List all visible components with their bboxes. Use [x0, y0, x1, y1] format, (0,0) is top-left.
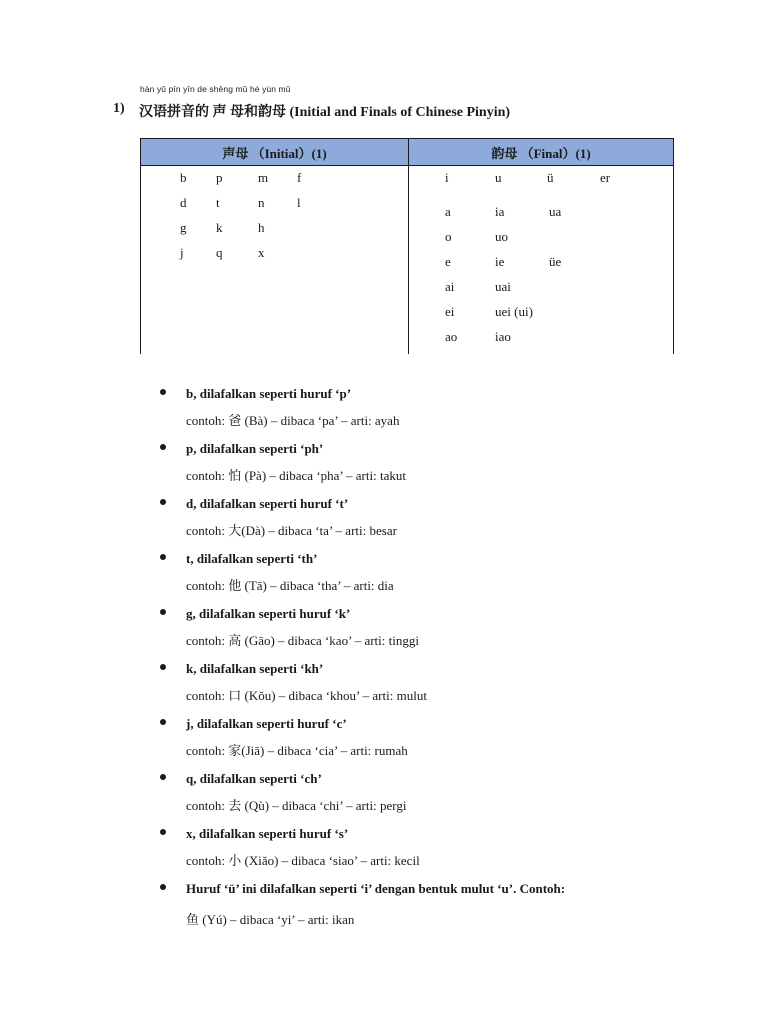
item-title: x, dilafalkan seperti huruf ‘s’ [186, 826, 349, 841]
table-border-middle [408, 166, 409, 354]
pronunciation-list [160, 384, 720, 938]
initial-cell: b [180, 170, 187, 185]
initial-cell: l [297, 195, 301, 210]
list-item [160, 879, 720, 938]
final-cell: iao [495, 329, 511, 344]
item-title: p, dilafalkan seperti ‘ph’ [186, 441, 324, 456]
list-item [160, 439, 720, 494]
item-title: d, dilafalkan seperti huruf ‘t’ [186, 496, 349, 511]
list-item [160, 824, 720, 879]
list-item [160, 549, 720, 604]
final-cell: ei [445, 304, 455, 319]
final-cell: o [445, 229, 452, 244]
pinyin-table [140, 138, 674, 354]
item-example: contoh: 他 (Tā) – dibaca ‘tha’ – arti: dia [186, 578, 394, 593]
final-cell: üe [549, 254, 562, 269]
initial-cell: t [216, 195, 220, 210]
item-example: contoh: 家(Jiā) – dibaca ‘cia’ – arti: rumah [186, 743, 408, 758]
final-cell: ao [445, 329, 458, 344]
item-example: contoh: 高 (Gāo) – dibaca ‘kao’ – arti: tinggi [186, 633, 419, 648]
initial-cell: g [180, 220, 187, 235]
final-cell: u [495, 170, 502, 185]
bullet-icon [160, 719, 166, 725]
list-item [160, 494, 720, 549]
item-example: contoh: 去 (Qù) – dibaca ‘chi’ – arti: pergi [186, 798, 407, 813]
final-cell: ai [445, 279, 455, 294]
list-item [160, 384, 720, 439]
initial-cell: n [258, 195, 265, 210]
heading-text: 汉语拼音的 声 母和韵母 (Initial and Finals of Chinese Pinyin) [139, 105, 511, 120]
bullet-icon [160, 664, 166, 670]
bullet-icon [160, 554, 166, 560]
initials-header: 声母 （Initial）(1) [140, 138, 409, 166]
initial-cell: j [180, 245, 184, 260]
final-cell: ua [549, 204, 562, 219]
bullet-icon [160, 444, 166, 450]
final-cell: a [445, 204, 451, 219]
item-example: contoh: 小 (Xiǎo) – dibaca ‘siao’ – arti: kecil [186, 853, 420, 868]
list-item [160, 769, 720, 824]
item-example: contoh: 爸 (Bà) – dibaca ‘pa’ – arti: ayah [186, 413, 400, 428]
finals-header: 韵母 （Final）(1) [408, 138, 674, 166]
initial-cell: q [216, 245, 223, 260]
final-cell: e [445, 254, 451, 269]
final-cell: uai [495, 279, 511, 294]
section-heading [113, 101, 510, 121]
bullet-icon [160, 609, 166, 615]
initial-cell: h [258, 220, 265, 235]
pinyin-annotation: hàn yǔ pīn yīn de shēng mǔ hé yùn mǔ [140, 84, 291, 94]
item-title: g, dilafalkan seperti huruf ‘k’ [186, 606, 351, 621]
bullet-icon [160, 829, 166, 835]
item-example: 鱼 (Yú) – dibaca ‘yi’ – arti: ikan [186, 912, 355, 927]
item-title: Huruf ‘ü’ ini dilafalkan seperti ‘i’ dengan bentuk mulut ‘u’. Contoh: [186, 881, 566, 896]
final-cell: uo [495, 229, 508, 244]
bullet-icon [160, 774, 166, 780]
table-border-right [673, 166, 674, 354]
list-item [160, 604, 720, 659]
initial-cell: d [180, 195, 187, 210]
initial-cell: p [216, 170, 223, 185]
final-cell: uei (ui) [495, 304, 533, 319]
final-cell: ia [495, 204, 505, 219]
item-example: contoh: 怕 (Pà) – dibaca ‘pha’ – arti: takut [186, 468, 406, 483]
item-title: t, dilafalkan seperti ‘th’ [186, 551, 318, 566]
item-title: q, dilafalkan seperti ‘ch’ [186, 771, 322, 786]
heading-number: 1) [113, 101, 125, 116]
item-title: k, dilafalkan seperti ‘kh’ [186, 661, 324, 676]
final-cell: i [445, 170, 449, 185]
bullet-icon [160, 499, 166, 505]
bullet-icon [160, 389, 166, 395]
table-border-left [140, 166, 141, 354]
final-cell: er [600, 170, 611, 185]
item-example: contoh: 大(Dà) – dibaca ‘ta’ – arti: besar [186, 523, 397, 538]
initial-cell: x [258, 245, 265, 260]
final-cell: ü [547, 170, 554, 185]
item-title: j, dilafalkan seperti huruf ‘c’ [186, 716, 347, 731]
initial-cell: k [216, 220, 223, 235]
initial-cell: m [258, 170, 269, 185]
item-title: b, dilafalkan seperti huruf ‘p’ [186, 386, 352, 401]
item-example: contoh: 口 (Kǒu) – dibaca ‘khou’ – arti: mulut [186, 688, 427, 703]
initial-cell: f [297, 170, 302, 185]
final-cell: ie [495, 254, 505, 269]
list-item [160, 714, 720, 769]
list-item [160, 659, 720, 714]
bullet-icon [160, 884, 166, 890]
